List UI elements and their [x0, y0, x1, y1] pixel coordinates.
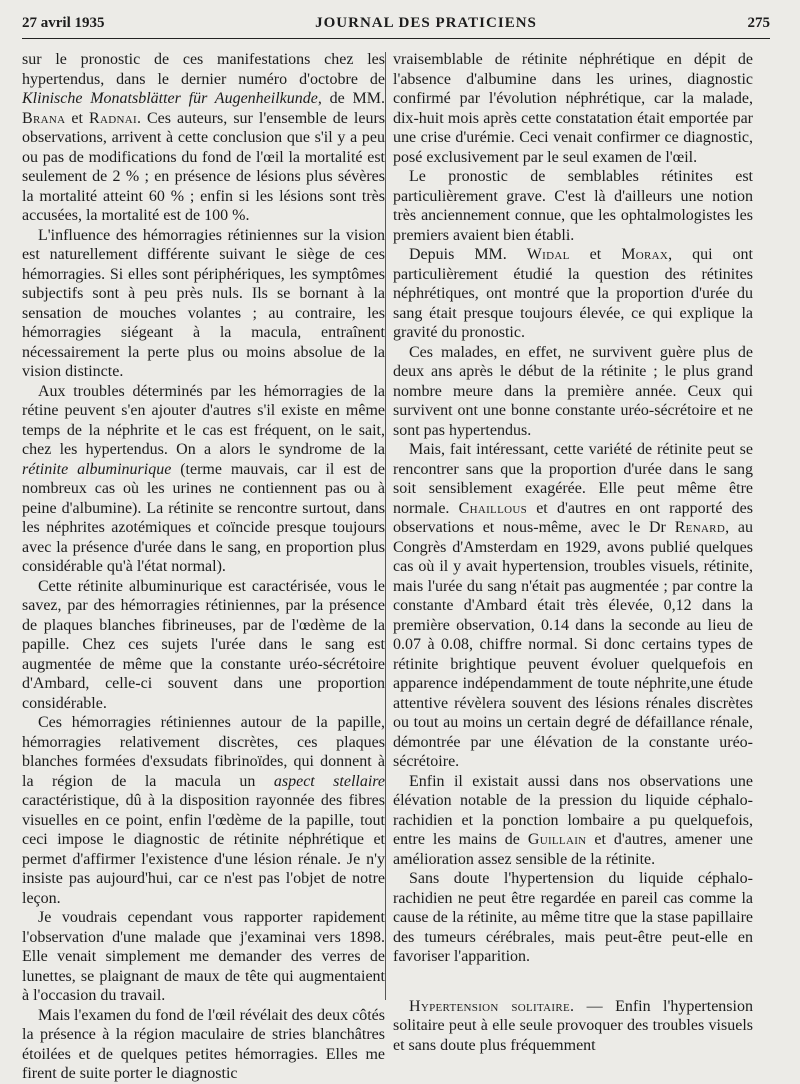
author-name: Widal — [526, 246, 570, 263]
section-gap — [393, 967, 753, 997]
author-name: Renard — [674, 519, 726, 536]
author-name: Chaillous — [458, 499, 527, 517]
page-number: 275 — [747, 14, 770, 31]
paragraph: Depuis MM. Widal et Morax, qui ont particulièrement étudié la question des rétinites néphrétiques, ont montré que la proportion d'urée du sang était presque toujours élevée, ce qui explique la gravité du pronostic. — [393, 246, 753, 341]
paragraph: Le pronostic de semblables rétinites est particulièrement grave. C'est là d'ailleurs une notion très anciennement connue, que les ophtalmologistes les premiers avaient bien établi. — [393, 168, 753, 244]
paragraph: Hypertension solitaire. — Enfin l'hypertension solitaire peut à elle seule provoquer des troubles visuels et sans doute plus fréquemment — [393, 997, 753, 1054]
paragraph: vraisemblable de rétinite néphrétique en dépit de l'absence d'albumine dans les urines, diagnostic confirmé par l'évolution néphrétique, car la malade, dix-huit mois après cette constatation était emportée par une crise d'urémie. Ceci venait confirmer ce diagnostic, posé exclusivement par le seul examen de l'œil. — [393, 51, 753, 166]
italic-term: rétinite albuminurique — [22, 460, 172, 478]
paragraph: Mais l'examen du fond de l'œil révélait des deux côtés la présence à la région maculaire de stries blanchâtres étoilées et de quelques petites hémorragies. Elles me firent de suite porter le diagnostic — [22, 1006, 385, 1082]
author-name: Radnai — [89, 109, 137, 127]
issue-date: 27 avril 1935 — [22, 14, 105, 31]
column-rule — [385, 52, 386, 1000]
paragraph: Cette rétinite albuminurique est caractérisée, vous le savez, par des hémorragies rétiniennes, par la présence de plaques blanches fibrineuses, par de l'œdème de la papille. Chez ces sujets l'urée dans le sang est augmentée de même que la constante uréo-sécrétoire d'Ambard, celle-ci souvent dans une proportion considérable. — [22, 577, 385, 712]
left-column — [22, 50, 385, 1084]
journal-title: JOURNAL DES PRATICIENS — [315, 14, 537, 31]
section-heading: Hypertension solitaire. — [409, 997, 575, 1015]
author-name: Brana — [22, 109, 66, 127]
paragraph: Enfin il existait aussi dans nos observations une élévation notable de la pression du liquide céphalo-rachidien et la ponction lombaire a pu quelquefois, entre les mains de Guillain et d'autres, amener une amélioration assez sensible de la rétinite. — [393, 772, 753, 868]
right-column — [393, 50, 753, 1055]
paragraph: Ces malades, en effet, ne survivent guère plus de deux ans après le début de la rétinite ; le plus grand nombre meure dans la première année. Ceux qui survivent ont une bonne constante uréo-sécrétoire et ne sont pas hypertendus. — [393, 343, 753, 439]
paragraph: sur le pronostic de ces manifestations chez les hypertendus, dans le dernier numéro d'octobre de Klinische Monatsblätter für Augenheilkunde, de MM. Brana et Radnai. Ces auteurs, sur l'ensemble de leurs observations, arrivent à cette conclusion que s'il y a peu ou pas de modifications du fond de l'œil la mortalité est seulement de 2 % ; en présence de lésions plus sévères la mortalité atteint 60 % ; enfin si les lésions sont très accusées, la mortalité est de 100 %. — [22, 51, 385, 224]
journal-reference: Klinische Monatsblätter für Augenheilkunde — [22, 90, 318, 107]
paragraph: Mais, fait intéressant, cette variété de rétinite peut se rencontrer sans que la proportion d'urée dans le sang soit sensiblement exagérée. Elle peut même être normale. Chaillous et d'autres en ont rapporté des observations et nous-même, avec le Dr Renard, au Congrès d'Amsterdam en 1929, avons publié quelques cas où il y avait hypertension, troubles visuels, rétinite, mais l'urée du sang n'était pas augmentée ; par contre la constante d'Ambard était très élevée, 0,12 dans la première observation, 0.14 dans la seconde au lieu de 0.07 à 0.08, chiffre normal. Si donc certains types de rétinite brightique peuvent évoluer quelquefois en apparence indépendamment de toute néphrite,une étude attentive révèlera souvent des lésions rénales discrètes ou tout au moins un certain degré de défaillance rénale, démontrée par une élévation de la constante uréo-sécrétoire. — [393, 441, 754, 770]
paragraph: Sans doute l'hypertension du liquide céphalo-rachidien ne peut être regardée en pareil cas comme la cause de la rétinite, au même titre que la stase papillaire des tumeurs cérébrales, mais peut-être peut-elle en favoriser l'apparition. — [393, 870, 753, 965]
paragraph: Aux troubles déterminés par les hémorragies de la rétine peuvent s'en ajouter d'autres s'il existe en même temps de la néphrite et le cas est fréquent, on le sait, chez les hypertendus. On a alors le syndrome de la rétinite albuminurique (terme mauvais, car il est de nombreux cas où les urines ne contiennent pas ou à peine d'albumine). La rétinite se rencontre surtout, dans les néphrites azotémiques et coïncide presque toujours avec la présence d'urée dans le sang, en proportion plus considérable qu'à l'état normal). — [22, 382, 385, 575]
italic-term: aspect stellaire — [273, 772, 386, 790]
paragraph: L'influence des hémorragies rétiniennes sur la vision est naturellement différente suivant le siège de ces hémorragies. Si elles sont périphériques, les symptômes subjectifs sont à peu près nuls. Ils se bornant à la sensation de mouches volantes ; au contraire, les hémorragies siégeant à la macula, entraînent nécessairement la perte plus ou moins absolue de la vision distincte. — [22, 226, 385, 380]
paragraph: Je voudrais cependant vous rapporter rapidement l'observation d'une malade que j'examinai vers 1898. Elle venait simplement me demander des verres de lunettes, se plaignant de maux de tête qui augmentaient à l'occasion du travail. — [22, 909, 385, 1004]
author-name: Morax — [621, 246, 669, 263]
paragraph: Ces hémorragies rétiniennes autour de la papille, hémorragies relativement discrètes, ces plaques blanches formées d'exsudats fibrinoïdes, qui donnent à la région de la macula un aspect stellaire caractéristique, dû à la disposition rayonnée des fibres visuelles en ce point, enfin l'œdème de la papille, tout ceci impose le diagnostic de rétinite néphrétique et permet d'affirmer l'existence d'une lésion rénale. Je n'y insiste pas aujourd'hui, car ce n'est pas l'objet de notre leçon. — [22, 714, 386, 907]
author-name: Guillain — [527, 831, 587, 848]
running-header — [22, 8, 770, 39]
